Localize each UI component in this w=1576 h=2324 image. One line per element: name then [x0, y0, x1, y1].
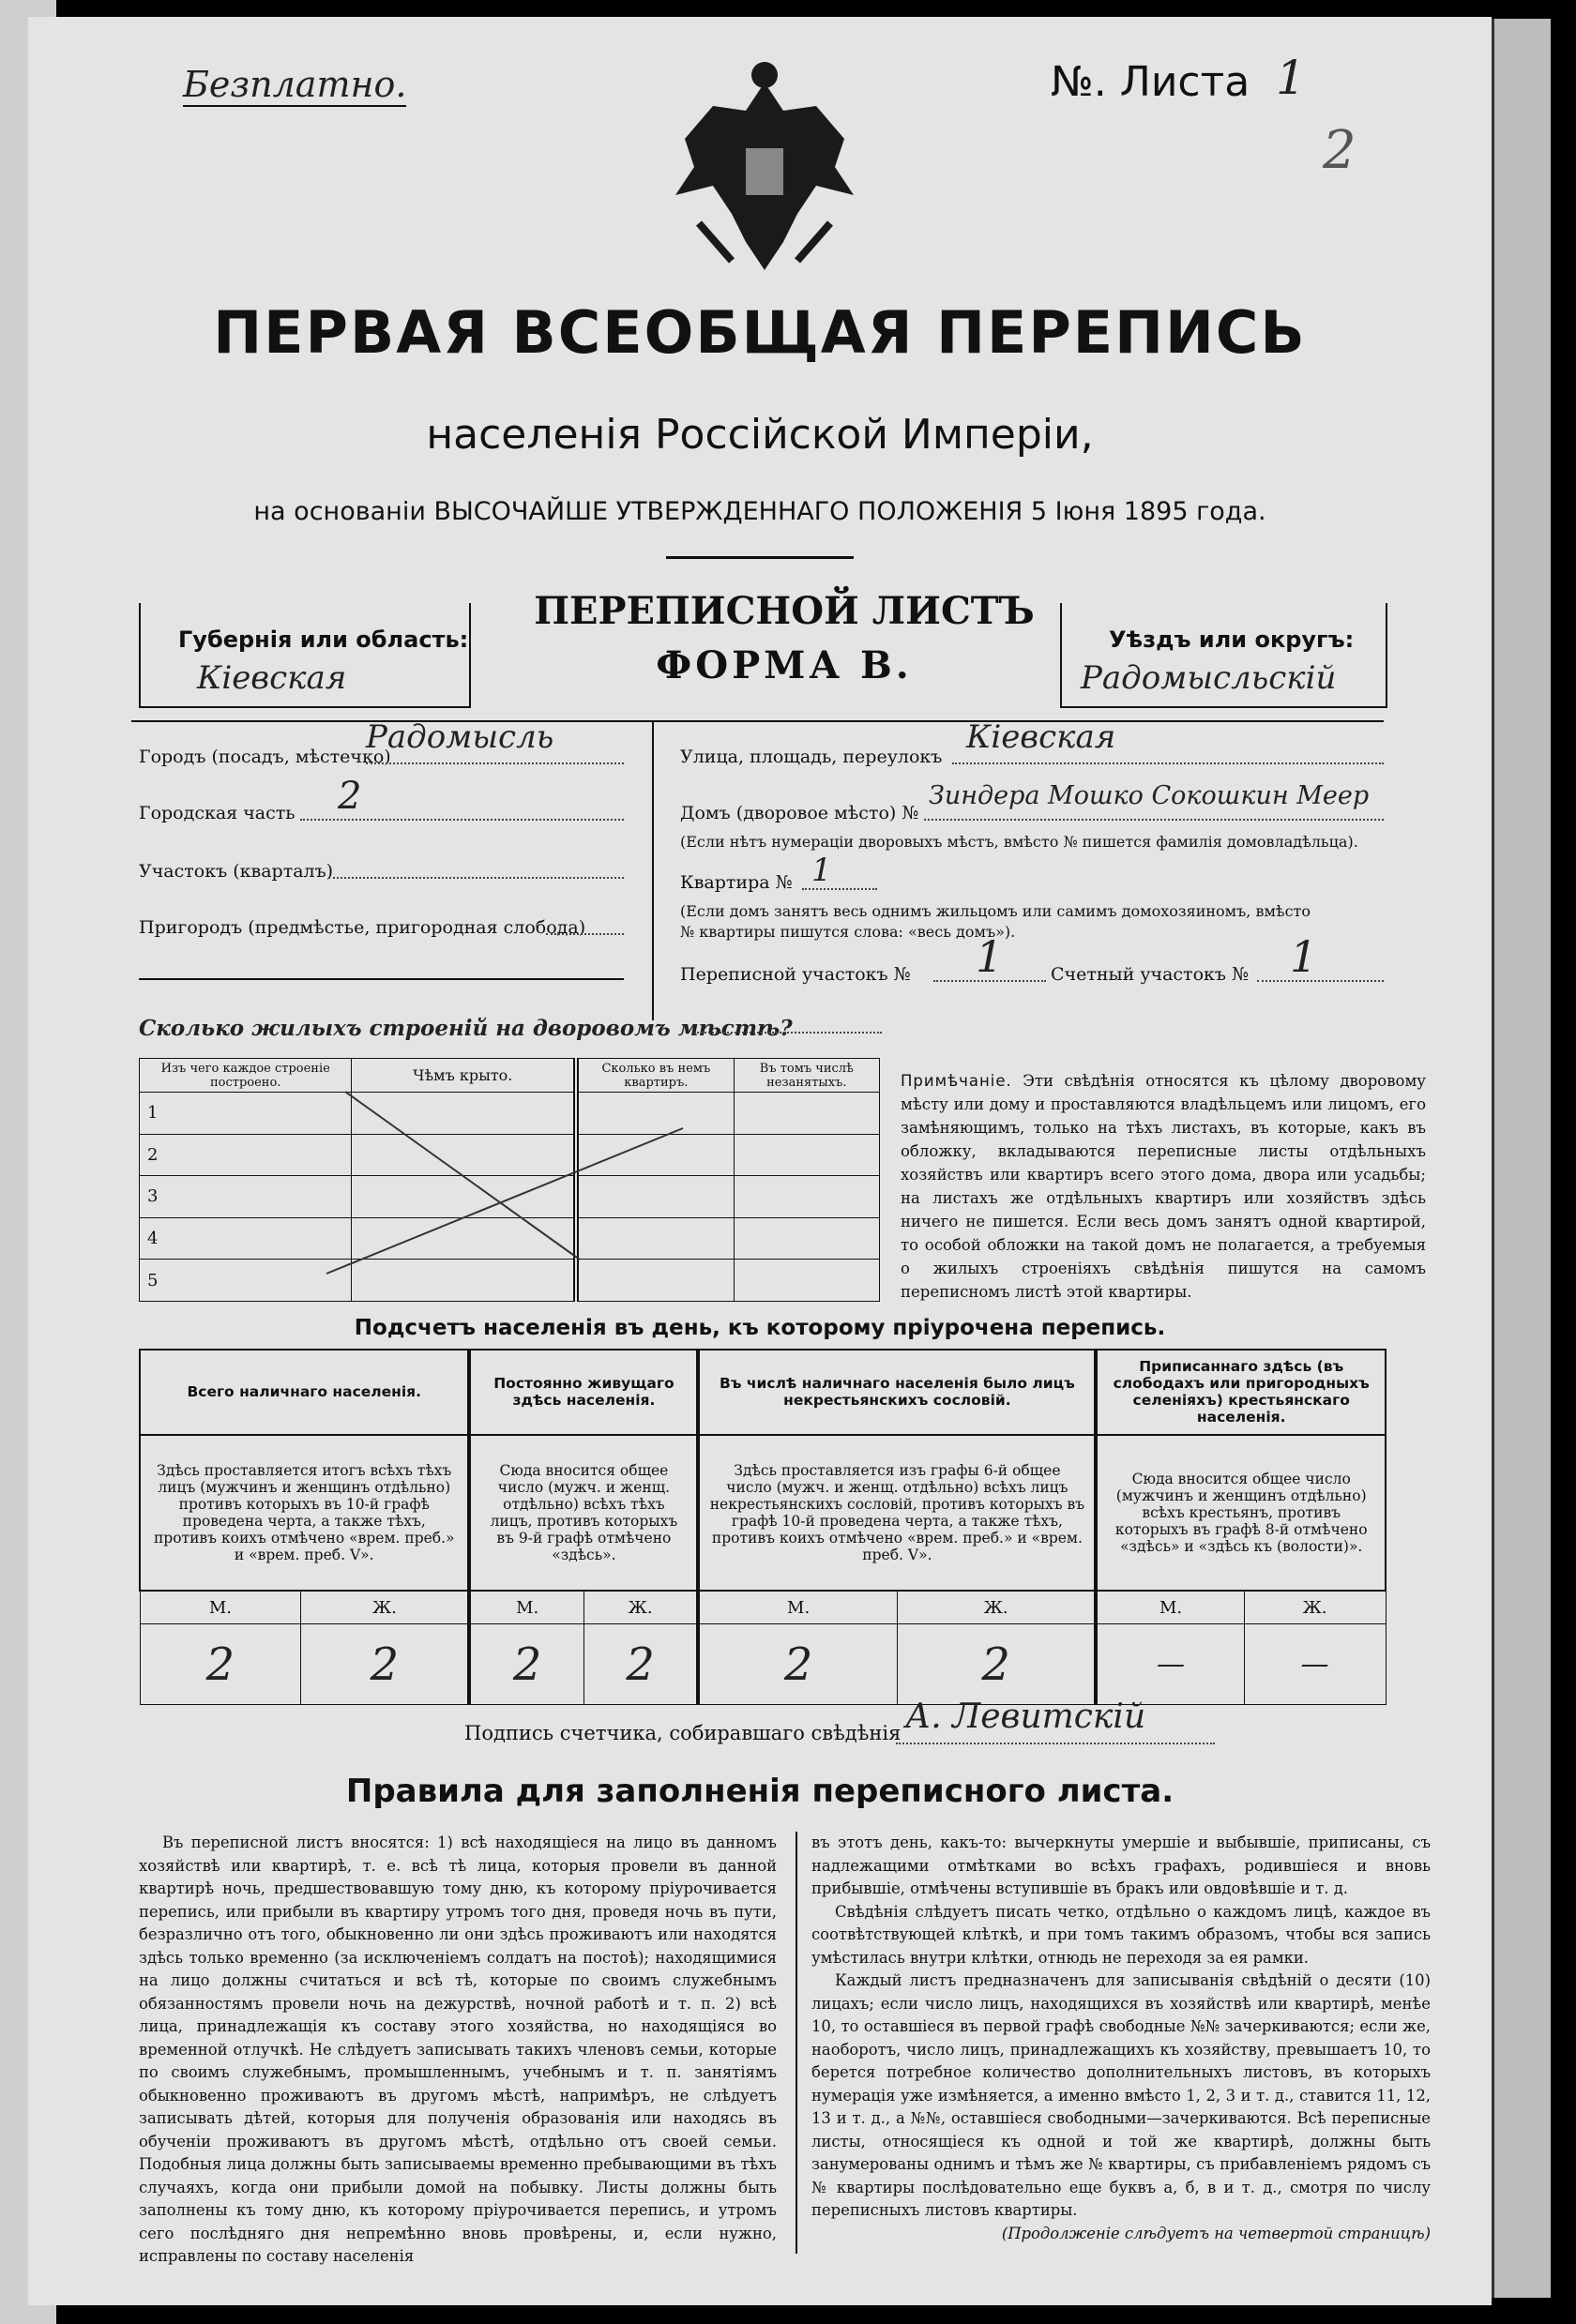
double-headed-eagle-emblem	[657, 54, 872, 279]
count-head-permanent: Постоянно живущаго здѣсь населенія.	[469, 1350, 698, 1435]
gubernia-value: Кіевская	[197, 659, 347, 697]
subtitle: населенія Россійской Имперіи,	[426, 411, 1094, 459]
buildings-header-material: Изъ чего каждое строеніе построено.	[140, 1059, 352, 1093]
form-letter: ФОРМА В.	[656, 643, 913, 687]
city-value: Радомысль	[366, 718, 554, 756]
count-title: Подсчетъ населенія въ день, къ которому пріурочена перепись.	[354, 1316, 1166, 1340]
apartment-note-2: № квартиры пишутся слова: «весь домъ»).	[680, 923, 1016, 941]
main-title: ПЕРВАЯ ВСЕОБЩАЯ ПЕРЕПИСЬ	[213, 298, 1307, 367]
gubernia-box	[139, 603, 471, 708]
buildings-crossout	[139, 1058, 880, 1302]
buildings-row: 3	[140, 1176, 352, 1218]
sheet-number-label: №. Листа	[1051, 58, 1250, 106]
street-label: Улица, площадь, переулокъ	[680, 747, 943, 767]
house-value: Зиндера Мошко Сокошкин Меер	[929, 781, 1370, 810]
divider	[666, 556, 854, 559]
permanent-female-value: 2	[583, 1624, 698, 1705]
suburb-label: Пригородъ (предмѣстье, пригородная слобода)	[139, 917, 586, 938]
count-head-nonpeasant: Въ числѣ наличнаго населенія было лицъ некрестьянскихъ сословій.	[698, 1350, 1096, 1435]
apartment-value: 1	[811, 852, 832, 889]
count-desc-peasant: Сюда вносится общее число (мужчинъ и женщинъ отдѣльно) всѣхъ крестьянъ, противъ которыхъ въ графѣ 8-й отмѣчено «здѣсь» и «здѣсь къ (волости)».	[1096, 1435, 1386, 1592]
count-desc-nonpeasant: Здѣсь проставляется изъ графы 6-й общее число (мужч. и женщ. отдѣльно) всѣхъ лицъ некрестьянскихъ сословій, противъ которыхъ въ графѣ 10-й проведена черта, а также тѣхъ, противъ коихъ отмѣчено «врем. преб.» и «врем. преб. V».	[698, 1435, 1096, 1592]
apartment-label: Квартира №	[680, 872, 793, 893]
free-label: Безплатно.	[183, 64, 407, 105]
count-desc-total: Здѣсь проставляется итогъ всѣхъ тѣхъ лицъ (мужчинъ и женщинъ отдѣльно) противъ которыхъ въ 10-й графѣ проведена черта, а также тѣхъ, противъ коихъ отмѣчено «врем. преб.» и «врем. преб. V».	[140, 1435, 469, 1592]
male-label: М.	[140, 1591, 301, 1623]
note-text: Эти свѣдѣнія относятся къ цѣлому дворовому мѣсту или дому и проставляются владѣльцемъ или лицомъ, его замѣняющимъ, только на тѣхъ листахъ, въ которые, какъ въ обложку, вкладываются переписные листы отдѣльныхъ хозяйствъ или квартиръ всего этого дома, двора или усадьбы; на листахъ же отдѣльныхъ квартиръ или хозяйствъ здѣсь ничего не пишется. Если весь домъ занятъ одной квартирой, то особой обложки на такой домъ не полагается, а требуемыя о жилыхъ строеніяхъ свѣдѣнія пишутся на самомъ переписномъ листѣ этой квартиры.	[901, 1072, 1426, 1301]
count-table	[139, 1349, 1387, 1705]
buildings-row: 4	[140, 1217, 352, 1260]
buildings-header-vacant: Въ томъ числѣ незанятыхъ.	[734, 1059, 879, 1093]
rules-right-text-3: Каждый листъ предназначенъ для записыванія свѣдѣній о десяти (10) лицахъ; если число лицъ, находящихся въ хозяйствѣ или квартирѣ, менѣе 10, то оставшіеся въ первой графѣ свободные №№ зачеркиваются; если же, наоборотъ, число лицъ, принадлежащихъ къ хозяйству, превышаетъ 10, то берется потребное количество дополнительныхъ листовъ, въ которыхъ нумерація уже измѣняется, а именно вмѣсто 1, 2, 3 и т. д., ставится 11, 12, 13 и т. д., а №№, оставшіеся свободными—зачеркиваются. Всѣ переписные листы, относящіеся къ одной и той же квартирѣ, должны быть занумерованы однимъ и тѣмъ же № квартиры, съ прибавленіемъ рядомъ съ № квартиры послѣдовательно еще буквъ а, б, в и т. д., смотря по числу переписныхъ листовъ квартиры.	[811, 1971, 1431, 2219]
buildings-header-apartments: Сколько въ немъ квартиръ.	[576, 1059, 734, 1093]
count-district-label: Счетный участокъ №	[1051, 964, 1249, 985]
buildings-header-roof: Чѣмъ крыто.	[352, 1059, 576, 1093]
house-note: (Если нѣтъ нумераціи дворовыхъ мѣстъ, вмѣсто № пишется фамилія домовладѣльца).	[680, 833, 1358, 851]
buildings-note	[901, 1069, 1426, 1304]
male-label: М.	[698, 1591, 897, 1623]
male-label: М.	[1096, 1591, 1244, 1623]
census-form-page	[28, 17, 1492, 2305]
permanent-male-value: 2	[469, 1624, 583, 1705]
female-label: Ж.	[583, 1591, 698, 1623]
signature-label: Подпись счетчика, собиравшаго свѣдѣнія	[464, 1722, 902, 1744]
female-label: Ж.	[1244, 1591, 1386, 1623]
total-female-value: 2	[301, 1624, 470, 1705]
count-head-peasant: Приписаннаго здѣсь (въ слободахъ или пригородныхъ селеніяхъ) крестьянскаго населенія.	[1096, 1350, 1386, 1435]
rules-divider	[796, 1832, 797, 2254]
uezd-value: Радомысльскій	[1081, 659, 1337, 697]
count-desc-permanent: Сюда вносится общее число (мужч. и женщ. отдѣльно) всѣхъ тѣхъ лицъ, противъ которыхъ въ 9-й графѣ отмѣчено «здѣсь».	[469, 1435, 698, 1592]
female-label: Ж.	[301, 1591, 470, 1623]
form-title: ПЕРЕПИСНОЙ ЛИСТЪ	[534, 589, 1035, 633]
count-head-total: Всего наличнаго населенія.	[140, 1350, 469, 1435]
rules-right-column	[811, 1832, 1431, 2245]
district-label: Участокъ (кварталъ)	[139, 861, 334, 882]
male-label: М.	[469, 1591, 583, 1623]
buildings-row: 5	[140, 1260, 352, 1302]
address-divider	[652, 720, 654, 1020]
rules-title: Правила для заполненія переписного листа.	[345, 1773, 1174, 1810]
buildings-question: Сколько жилыхъ строеній на дворовомъ мѣстѣ?	[139, 1016, 793, 1041]
count-district-value: 1	[1290, 931, 1318, 982]
note-title: Примѣчаніе.	[901, 1072, 1012, 1090]
corner-number: 2	[1323, 120, 1356, 181]
basis-line: на основаніи ВЫСОЧАЙШЕ УТВЕРЖДЕННАГО ПОЛОЖЕНІЯ 5 Іюня 1895 года.	[253, 497, 1266, 526]
sheet-number-value: 1	[1276, 51, 1306, 105]
rules-right-text-1: въ этотъ день, какъ-то: вычеркнуты умершіе и выбывшіе, приписаны, съ надлежащими отмѣтками во всѣхъ графахъ, родившіеся и вновь прибывшіе, отмѣчены вступившіе въ бракъ или овдовѣвшіе и т. д.	[811, 1834, 1431, 1897]
peasant-female-value: —	[1244, 1624, 1386, 1705]
city-part-value: 2	[338, 775, 362, 818]
city-part-label: Городская часть	[139, 803, 296, 823]
census-district-label: Переписной участокъ №	[680, 964, 911, 985]
buildings-row: 1	[140, 1093, 352, 1135]
nonpeasant-female-value: 2	[897, 1624, 1096, 1705]
buildings-row: 2	[140, 1134, 352, 1176]
uezd-label: Уѣздъ или округъ:	[1109, 626, 1355, 653]
rules-continued: (Продолженіе слѣдуетъ на четвертой страницѣ)	[1001, 2224, 1431, 2242]
apartment-note-1: (Если домъ занятъ весь однимъ жильцомъ или самимъ домохозяиномъ, вмѣсто	[680, 902, 1311, 920]
rules-left-column	[139, 1832, 777, 2269]
house-label: Домъ (дворовое мѣсто) №	[680, 803, 919, 823]
street-value: Кіевская	[966, 718, 1116, 756]
peasant-male-value: —	[1096, 1624, 1244, 1705]
uezd-box	[1060, 603, 1387, 708]
census-district-value: 1	[976, 931, 1004, 982]
address-top-rule	[131, 720, 1384, 722]
rules-right-text-2: Свѣдѣнія слѣдуетъ писать четко, отдѣльно о каждомъ лицѣ, каждое въ соотвѣтствующей клѣткѣ, и при томъ такимъ образомъ, чтобы вся запись умѣстилась внутри клѣтки, отнюдь не переходя за ея рамки.	[811, 1902, 1431, 1967]
female-label: Ж.	[897, 1591, 1096, 1623]
gubernia-label: Губернія или область:	[178, 626, 469, 653]
signature-value: А. Левитскій	[905, 1698, 1146, 1736]
total-male-value: 2	[140, 1624, 301, 1705]
city-label: Городъ (посадъ, мѣстечко)	[139, 747, 391, 767]
right-page-edge	[1492, 19, 1551, 2298]
nonpeasant-male-value: 2	[698, 1624, 897, 1705]
rules-left-text: Въ переписной листъ вносятся: 1) всѣ находящіеся на лицо въ данномъ хозяйствѣ или квартирѣ, т. е. всѣ тѣ лица, которыя провели въ данной квартирѣ ночь, предшествовавшую тому дню, къ которому пріурочивается перепись, или прибыли въ квартиру утромъ того дня, проведя ночь въ пути, безразлично отъ того, обыкновенно ли они здѣсь проживаютъ или находятся здѣсь только временно (за исключеніемъ солдатъ на постоѣ); находящимися на лицо должны считаться и всѣ тѣ, которые по своимъ служебнымъ обязанностямъ провели ночь на дежурствѣ, ночной работѣ и т. п. 2) всѣ лица, принадлежащія къ составу этого хозяйства, но находящіяся во временной отлучкѣ. Не слѣдуетъ записывать такихъ членовъ семьи, которые по своимъ служебнымъ, промышленнымъ, учебнымъ и т. п. занятіямъ обыкновенно проживаютъ въ другомъ мѣстѣ, напримѣръ, не слѣдуетъ записывать дѣтей, которыя для полученія образованія или находясь въ обученіи проживаютъ въ другомъ мѣстѣ, отдѣльно отъ своей семьи. Подобныя лица должны быть записываемы временно пребывающими въ тѣхъ случаяхъ, когда они прибыли домой на побывку. Листы должны быть заполнены къ тому дню, къ которому пріурочивается перепись, и утромъ сего послѣдняго дня непремѣнно вновь провѣрены, и, если нужно, исправлены по составу населенія	[139, 1834, 777, 2265]
